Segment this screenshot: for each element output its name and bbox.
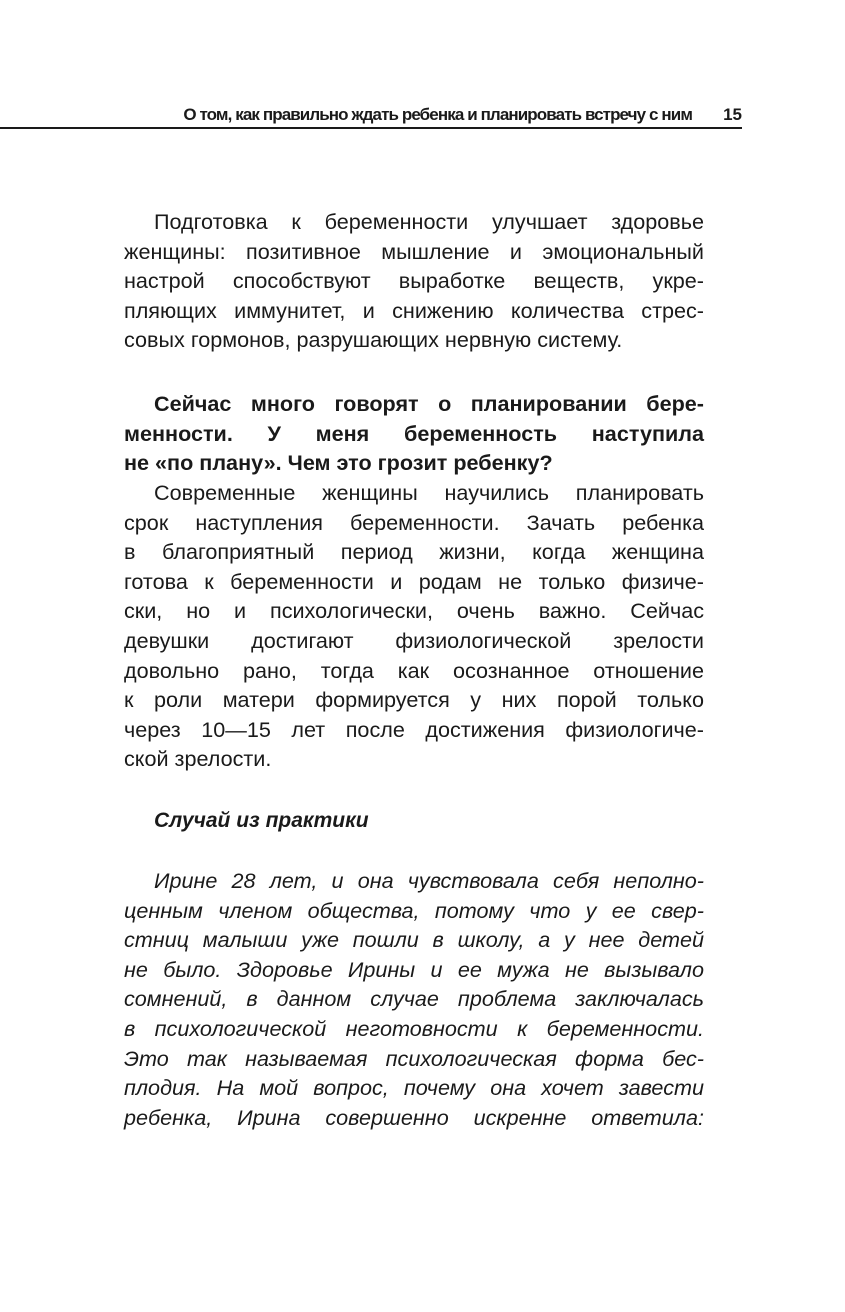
text-line: срок наступления беременности. Зачать ребенка <box>124 509 704 535</box>
text-line: плодия. На мой вопрос, почему она хочет завести <box>124 1075 704 1101</box>
text-line: девушки достигают физиологической зрелости <box>124 627 704 653</box>
text-line: ской зрелости. <box>124 746 272 772</box>
text-line: Это так называемая психологическая форма бес- <box>124 1045 704 1071</box>
text-line: Современные женщины научились планировать <box>154 480 704 505</box>
text-line: ценным членом общества, потому что у ее свер- <box>124 897 704 923</box>
text-line: Ирине 28 лет, и она чувствовала себя неполно- <box>154 868 704 893</box>
text-line: в благоприятный период жизни, когда женщина <box>124 539 704 565</box>
paragraph-pregnancy-preparation <box>124 207 704 355</box>
text-line: не было. Здоровье Ирины и ее мужа не вызывало <box>124 956 704 982</box>
answer-paragraph <box>124 478 704 774</box>
text-line: не «по плану». Чем это грозит ребенку? <box>124 450 553 476</box>
text-line: ребенка, Ирина совершенно искренне ответила: <box>124 1104 704 1130</box>
text-line: совых гормонов, разрушающих нервную систему. <box>124 327 623 353</box>
text-line: стниц малыши уже пошли в школу, а у нее детей <box>124 927 704 953</box>
text-line: через 10—15 лет после достижения физиологиче- <box>124 716 704 742</box>
case-paragraph <box>124 866 704 1132</box>
page-number: 15 <box>723 105 742 124</box>
text-line: ски, но и психологически, очень важно. Сейчас <box>124 598 704 624</box>
text-line: менности. У меня беременность наступила <box>124 420 704 446</box>
text-line: к роли матери формируется у них порой только <box>124 687 704 713</box>
running-title: О том, как правильно ждать ребенка и планировать встречу с ним <box>183 105 692 124</box>
question-paragraph <box>124 389 704 478</box>
text-line: сомнений, в данном случае проблема заключалась <box>124 986 704 1012</box>
text-line: готова к беременности и родам не только физиче- <box>124 568 704 594</box>
text-line: женщины: позитивное мышление и эмоциональный <box>124 238 704 264</box>
case-heading: Случай из практики <box>154 809 369 832</box>
text-line: Сейчас много говорят о планировании бере- <box>154 391 704 416</box>
text-line: в психологической неготовности к беременности. <box>124 1015 704 1041</box>
running-header <box>0 103 742 129</box>
text-line: пляющих иммунитет, и снижению количества стрес- <box>124 297 704 323</box>
text-line: Подготовка к беременности улучшает здоровье <box>154 209 704 234</box>
text-line: довольно рано, тогда как осознанное отношение <box>124 657 704 683</box>
text-line: настрой способствуют выработке веществ, укре- <box>124 268 704 294</box>
